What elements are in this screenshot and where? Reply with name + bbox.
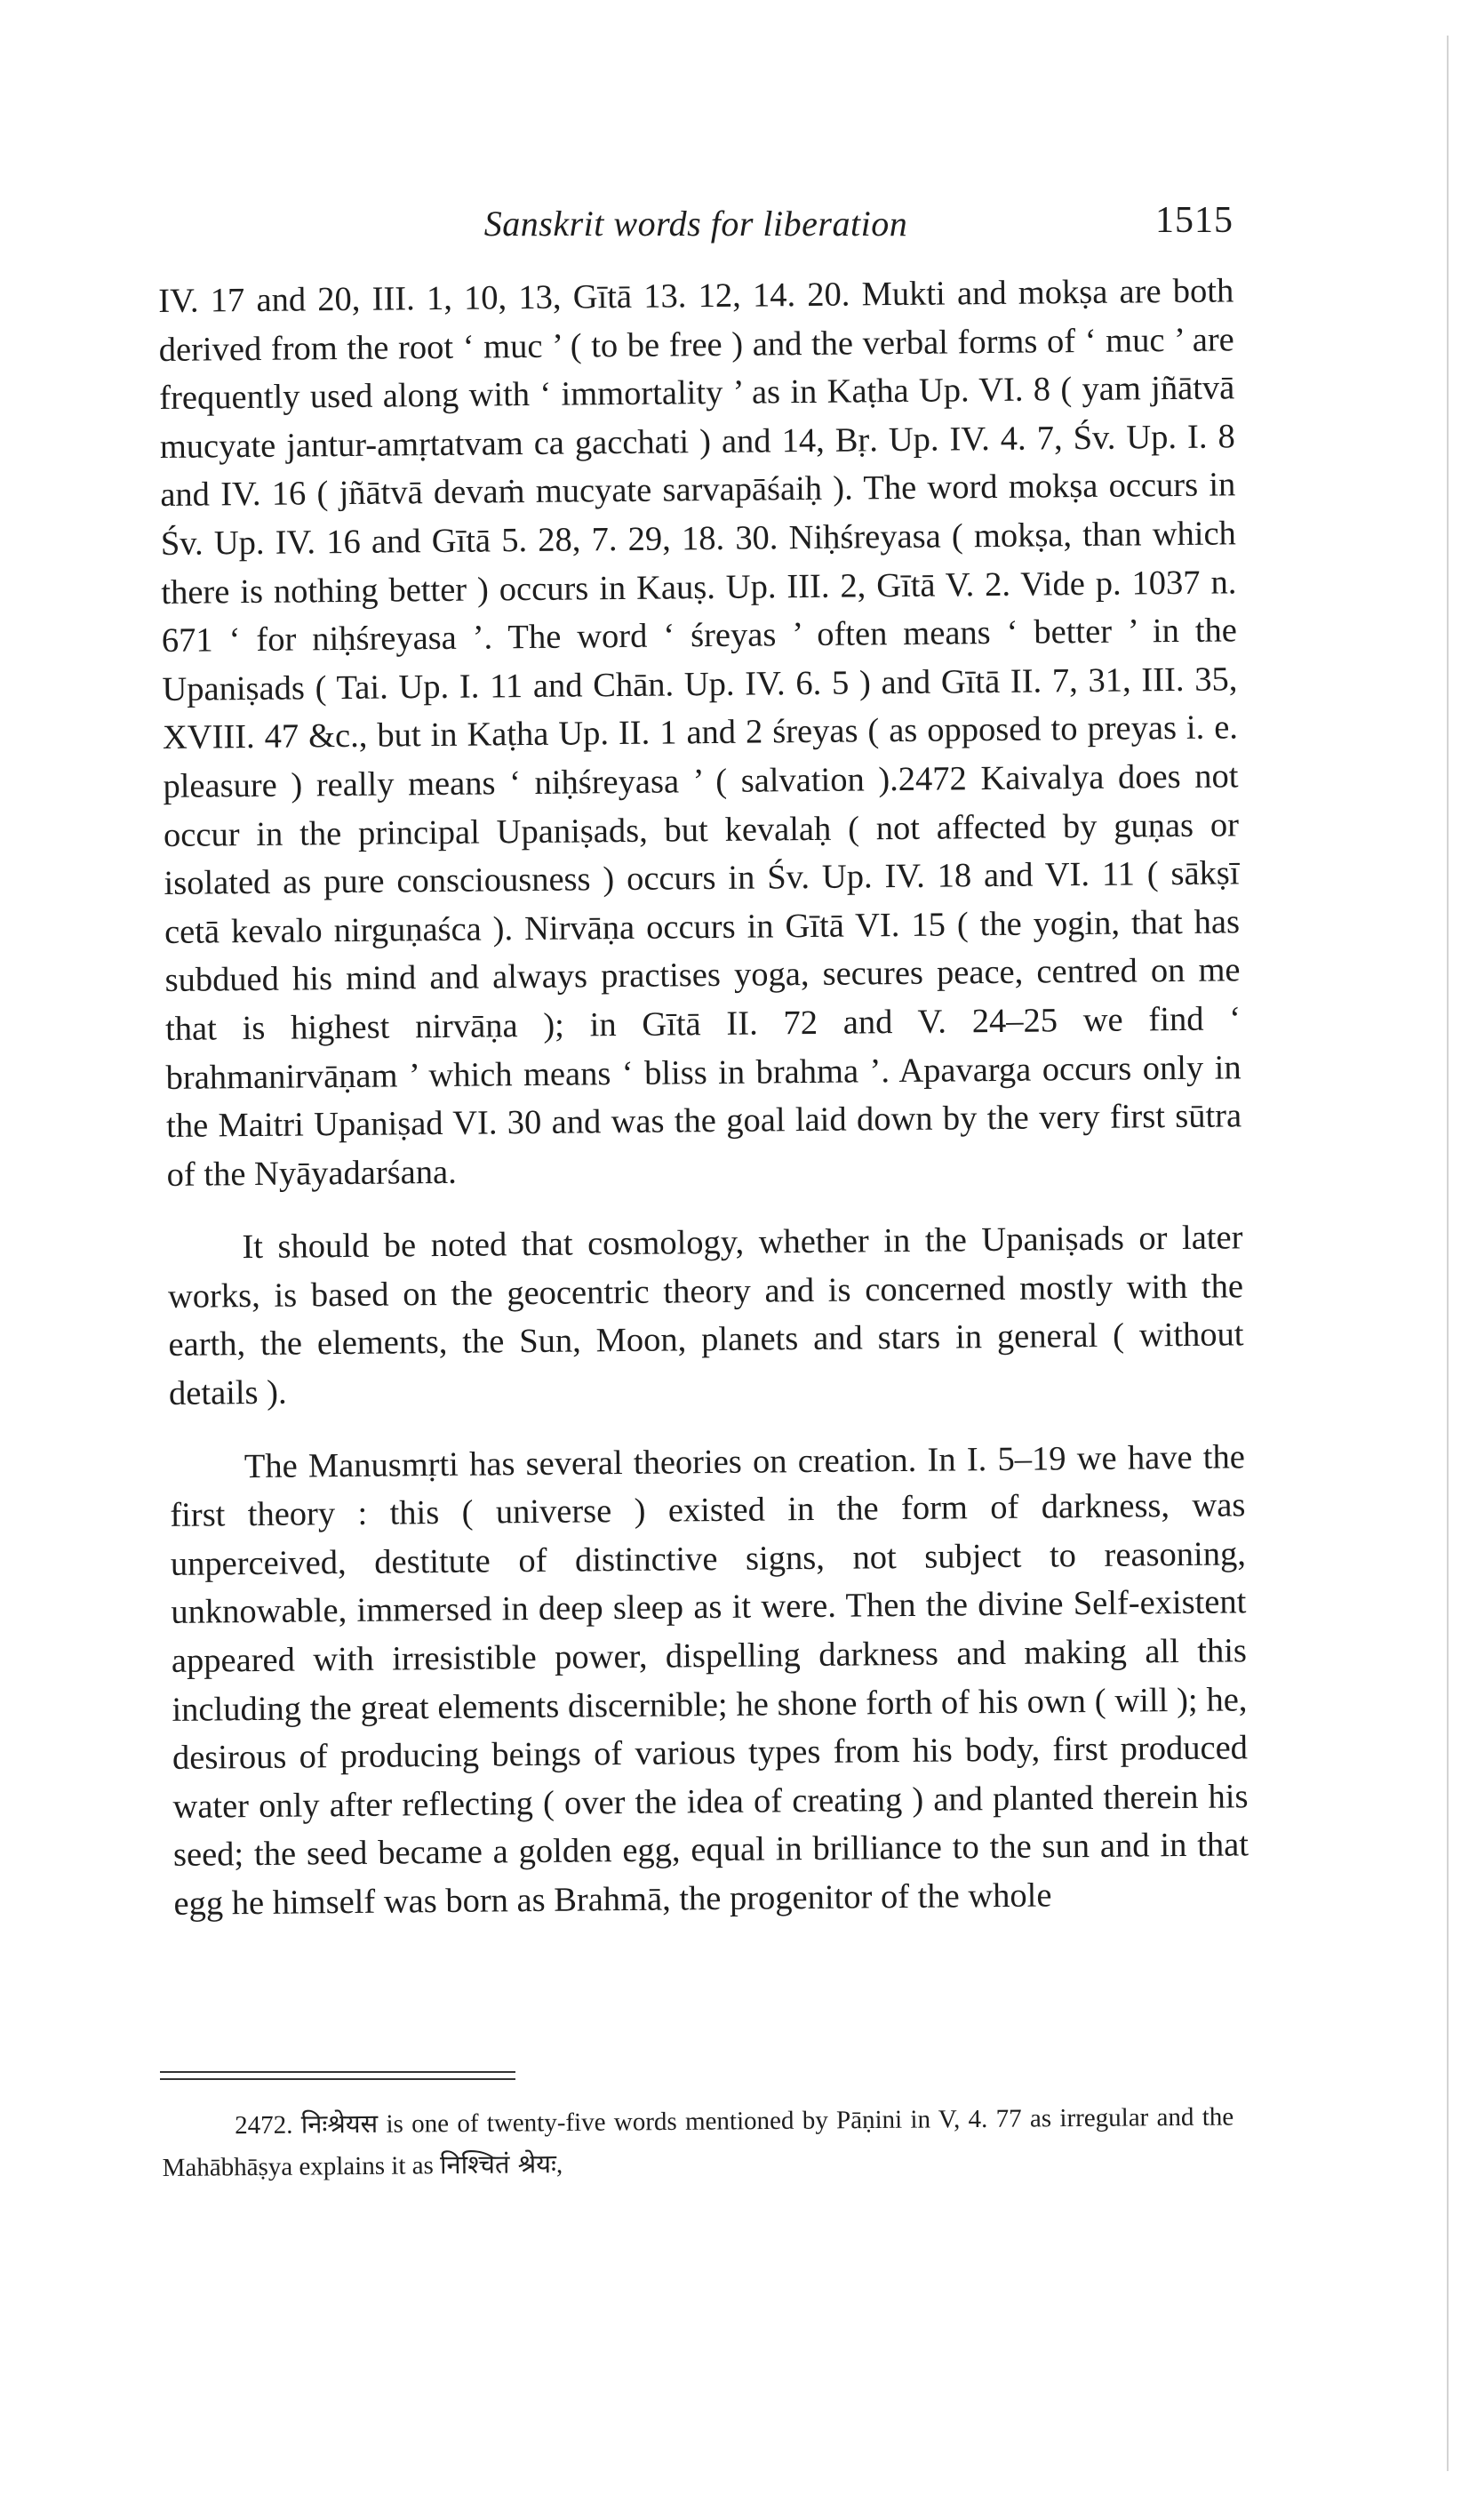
paragraph-continuation: IV. 17 and 20, III. 1, 10, 13, Gītā 13. 12, 14. 20. Mukti and mokṣa are both derived from the root ‘ muc ’ ( to be free ) and the verbal forms of ‘ muc ’ are frequently used along with ‘ immortality ’ as in Kaṭha Up. VI. 8 ( yam jñātvā mucyate jantur-amṛtatvam ca gacchati ) and 14, Bṛ. Up. IV. 4. 7, Śv. Up. I. 8 and IV. 16 ( jñātvā devaṁ mucyate sarvapāśaiḥ ). The word mokṣa occurs in Śv. Up. IV. 16 and Gītā 5. 28, 7. 29, 18. 30. Niḥśreyasa ( mokṣa, than which there is nothing better ) occurs in Kauṣ. Up. III. 2, Gītā V. 2. Vide p. 1037 n. 671 ‘ for niḥśreyasa ’. The word ‘ śreyas ’ often means ‘ better ’ in the Upaniṣads ( Tai. Up. I. 11 and Chān. Up. IV. 6. 5 ) and Gītā II. 7, 31, III. 35, XVIII. 47 &c., but in Kaṭha Up. II. 1 and 2 śreyas ( as opposed to preyas i. e. pleasure ) really means ‘ niḥśreyasa ’ ( salvation ).2472 Kaivalya does not occur in the principal Upaniṣads, but kevalaḥ ( not affected by guṇas or isolated as pure consciousness ) occurs in Śv. Up. IV. 18 and VI. 11 ( sākṣī cetā kevalo nirguṇaśca ). Nirvāṇa occurs in Gītā VI. 15 ( the yogin, that has subdued his mind and always practises yoga, secures peace, centred on me that is highest nirvāṇa ); in Gītā II. 72 and V. 24–25 we find ‘ brahmanirvāṇam ’ which means ‘ bliss in brahma ’. Apavarga occurs only in the Maitri Upaniṣad VI. 30 and was the goal laid down by the very first sūtra of the Nyāyadarśana. bbox=[158, 272, 1242, 1194]
footnote-gloss: निश्चितं श्रेयः bbox=[439, 2148, 557, 2180]
footnote-term: निःश्रेयस bbox=[300, 2108, 379, 2140]
body-text bbox=[158, 267, 1249, 1928]
footnote-2472 bbox=[162, 2095, 1234, 2188]
running-title: Sanskrit words for liberation bbox=[483, 204, 908, 244]
page-edge-line bbox=[1447, 36, 1449, 2471]
footnote-divider bbox=[160, 2071, 515, 2080]
paragraph-cosmology: It should be noted that cosmology, whether in the Upaniṣads or later works, is based on the geocentric theory and is concerned mostly with the earth, the elements, the Sun, Moon, planets and stars in general ( without details ). bbox=[167, 1219, 1244, 1413]
running-header bbox=[158, 200, 1233, 256]
footnote-text: is one of twenty-five words mentioned by Pāṇini in V, 4. 77 as irregular and the Mahābhāṣya explains it as bbox=[162, 2102, 1234, 2182]
footnote-trailing: , bbox=[555, 2150, 563, 2180]
page-number: 1515 bbox=[1155, 200, 1233, 241]
paragraph-manusmrti: The Manusmṛti has several theories on creation. In I. 5–19 we have the first theory : this ( universe ) existed in the form of darkness, was unperceived, destitute of distinctive signs, not subject to reasoning, unknowable, immersed in deep sleep as it were. Then the divine Self-existent appeared with irresistible power, dispelling darkness and making all this including the great elements discernible; he shone forth of his own ( will ); he, desirous of producing beings of various types from his body, first produced water only after reflecting ( over the idea of creating ) and planted therein his seed; the seed became a golden egg, equal in brilliance to the sun and in that egg he himself was born as Brahmā, the progenitor of the whole bbox=[170, 1437, 1249, 1923]
footnote-number: 2472. bbox=[235, 2110, 293, 2140]
